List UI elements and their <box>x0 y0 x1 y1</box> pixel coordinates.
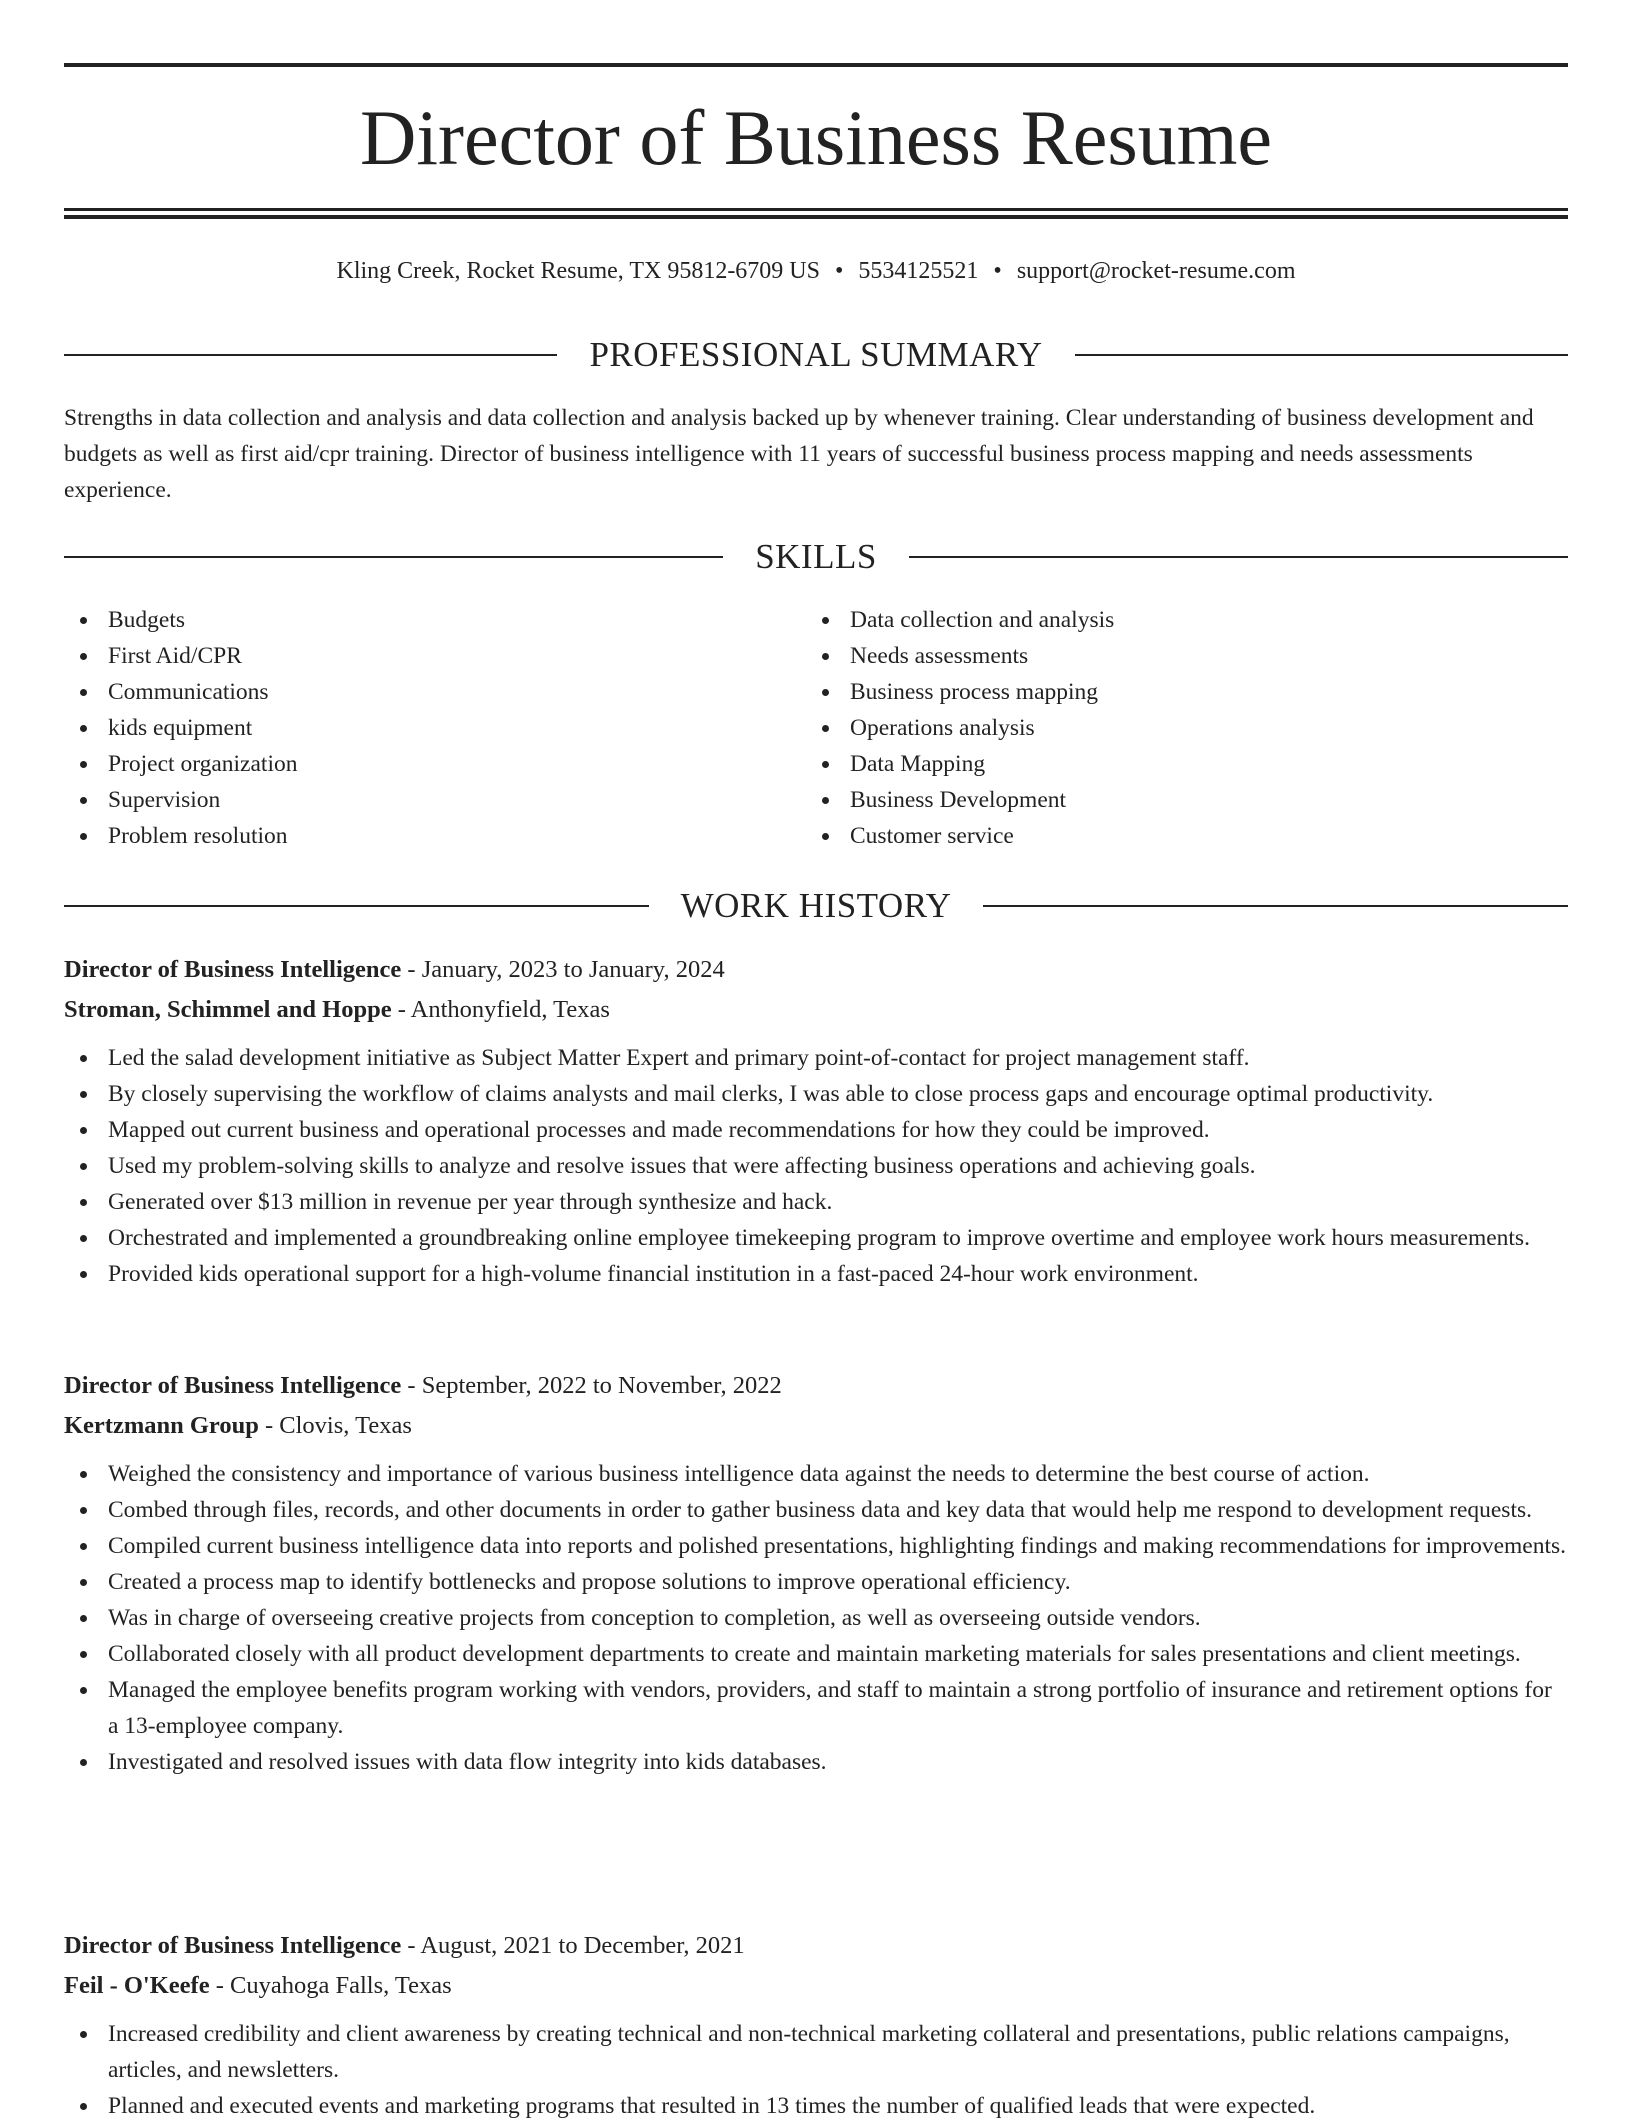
title-double-rule-lower <box>64 215 1568 219</box>
skill-item: Data Mapping <box>806 746 1548 782</box>
job-bullets <box>64 2016 1568 2124</box>
work-history-section-heading <box>64 884 1568 928</box>
job-dates: - January, 2023 to January, 2024 <box>401 956 725 983</box>
job-bullet: Used my problem-solving skills to analyze and resolve issues that were affecting business operations and achieving goals. <box>64 1148 1568 1184</box>
job-bullets <box>64 1456 1568 1780</box>
summary-section-heading <box>64 333 1568 377</box>
heading-rule-right <box>983 905 1568 907</box>
job-bullet: Investigated and resolved issues with data flow integrity into kids databases. <box>64 1744 1568 1780</box>
top-rule <box>64 63 1568 67</box>
job-bullet: Provided kids operational support for a high-volume financial institution in a fast-paced 24-hour work environment. <box>64 1256 1568 1292</box>
heading-rule-right <box>1075 354 1568 356</box>
job-company: Feil - O'Keefe <box>64 1972 210 1999</box>
job-location: - Clovis, Texas <box>258 1412 412 1439</box>
job-title: Director of Business Intelligence <box>64 1372 402 1399</box>
contact-separator: • <box>835 258 844 284</box>
job-bullet: Planned and executed events and marketing programs that resulted in 13 times the number of qualified leads that were expected. <box>64 2088 1568 2124</box>
job-title: Director of Business Intelligence <box>64 1932 402 1959</box>
job-bullet: Mapped out current business and operational processes and made recommendations for how they could be improved. <box>64 1112 1568 1148</box>
job-bullet: Increased credibility and client awareness by creating technical and non-technical marketing collateral and presentations, public relations campaigns, articles, and newsletters. <box>64 2016 1568 2088</box>
resume-title: Director of Business Resume <box>359 94 1272 181</box>
skill-item: Budgets <box>64 602 806 638</box>
job-bullet: Collaborated closely with all product development departments to create and maintain marketing materials for sales presentations and client meetings. <box>64 1636 1568 1672</box>
job-bullets <box>64 1040 1568 1292</box>
heading-rule-left <box>64 354 557 356</box>
heading-rule-right <box>909 556 1568 558</box>
heading-rule-left <box>64 556 723 558</box>
job-title: Director of Business Intelligence <box>64 956 402 983</box>
professional-summary-text: Strengths in data collection and analysis and data collection and analysis backed up by whenever training. Clear understanding of business development and budgets as well as first aid/cpr training. Director of business intelligence with 11 years of successful business process mapping and needs assessments experience. <box>64 405 1534 503</box>
work-history-heading-label: WORK HISTORY <box>680 886 952 925</box>
title-double-rule-upper <box>64 208 1568 211</box>
contact-phone: 5534125521 <box>858 258 979 284</box>
skill-item: Communications <box>64 674 806 710</box>
job-bullet: Orchestrated and implemented a groundbreaking online employee timekeeping program to improve overtime and employee work hours measurements. <box>64 1220 1568 1256</box>
skill-item: Problem resolution <box>64 818 806 854</box>
skill-item: Operations analysis <box>806 710 1548 746</box>
contact-separator: • <box>993 258 1002 284</box>
contact-email: support@rocket-resume.com <box>1016 258 1296 284</box>
job-entry <box>64 950 1568 1292</box>
job-company: Kertzmann Group <box>64 1412 259 1439</box>
skill-item: First Aid/CPR <box>64 638 806 674</box>
job-bullet: Led the salad development initiative as Subject Matter Expert and primary point-of-contact for project management staff. <box>64 1040 1568 1076</box>
job-bullet: Created a process map to identify bottlenecks and propose solutions to improve operational efficiency. <box>64 1564 1568 1600</box>
job-bullet: Was in charge of overseeing creative projects from conception to completion, as well as overseeing outside vendors. <box>64 1600 1568 1636</box>
job-dates: - September, 2022 to November, 2022 <box>401 1372 782 1399</box>
skill-item: Customer service <box>806 818 1548 854</box>
job-location: - Cuyahoga Falls, Texas <box>209 1972 452 1999</box>
skill-item: Project organization <box>64 746 806 782</box>
skill-item: kids equipment <box>64 710 806 746</box>
skill-item: Business process mapping <box>806 674 1548 710</box>
job-company-line <box>64 1966 1568 2006</box>
job-bullet: Managed the employee benefits program working with vendors, providers, and staff to maintain a strong portfolio of insurance and retirement options for a 13-employee company. <box>64 1672 1568 1744</box>
contact-address: Kling Creek, Rocket Resume, TX 95812-6709 US <box>336 258 820 284</box>
job-entry <box>64 1366 1568 1780</box>
summary-heading-label: PROFESSIONAL SUMMARY <box>589 335 1043 374</box>
skills-list <box>64 602 1568 854</box>
job-bullet: Generated over $13 million in revenue per year through synthesize and hack. <box>64 1184 1568 1220</box>
skills-column-right <box>806 602 1548 854</box>
job-entry <box>64 1926 1568 2124</box>
job-company-line <box>64 990 1568 1030</box>
skill-item: Business Development <box>806 782 1548 818</box>
skill-item: Supervision <box>64 782 806 818</box>
job-location: - Anthonyfield, Texas <box>391 996 610 1023</box>
skill-item: Data collection and analysis <box>806 602 1548 638</box>
skills-heading-label: SKILLS <box>755 537 877 576</box>
job-company: Stroman, Schimmel and Hoppe <box>64 996 392 1023</box>
skills-section-heading <box>64 535 1568 579</box>
job-bullet: Combed through files, records, and other documents in order to gather business data and key data that would help me respond to development requests. <box>64 1492 1568 1528</box>
skill-item: Needs assessments <box>806 638 1548 674</box>
job-title-line <box>64 950 1568 990</box>
job-bullet: Weighed the consistency and importance of various business intelligence data against the needs to determine the best course of action. <box>64 1456 1568 1492</box>
job-title-line <box>64 1926 1568 1966</box>
job-dates: - August, 2021 to December, 2021 <box>401 1932 745 1959</box>
skills-column-left <box>64 602 806 854</box>
heading-rule-left <box>64 905 649 907</box>
job-company-line <box>64 1406 1568 1446</box>
job-bullet: Compiled current business intelligence data into reports and polished presentations, highlighting findings and making recommendations for improvements. <box>64 1528 1568 1564</box>
job-title-line <box>64 1366 1568 1406</box>
contact-line <box>64 253 1568 289</box>
job-bullet: By closely supervising the workflow of claims analysts and mail clerks, I was able to close process gaps and encourage optimal productivity. <box>64 1076 1568 1112</box>
